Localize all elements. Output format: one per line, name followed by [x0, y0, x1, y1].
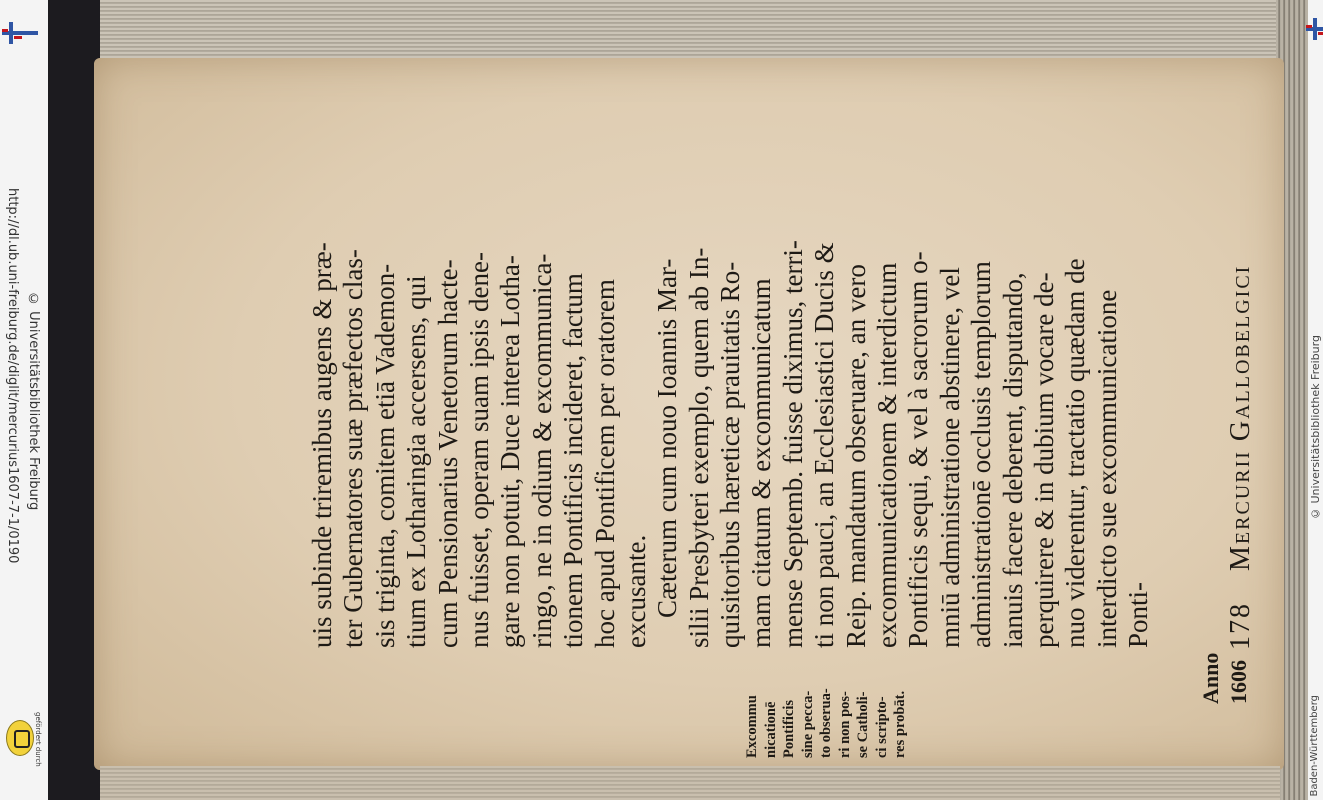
text-lines	[307, 178, 1155, 648]
left-info-strip	[0, 0, 49, 800]
text-line: perquirere & in dubium vocare de-	[1028, 272, 1059, 648]
side-note-line: res probāt.	[892, 690, 908, 758]
text-line: ti non pauci, an Ecclesiastici Ducis &	[809, 242, 840, 648]
text-line: silii Presbyteri exemplo, quem ab In-	[683, 247, 714, 648]
text-line: gare non potuit, Duce interea Lotha-	[495, 255, 526, 648]
text-line: hoc apud Pontificem per oratorem	[589, 279, 620, 648]
right-watermark: © Universitätsbibliothek Freiburg	[1309, 335, 1322, 520]
book-top-edges	[100, 0, 1308, 66]
text-line: nus fuisset, operam suam ipsis dene-	[463, 252, 494, 648]
text-line: mense Septemb. fuisse diximus, terri-	[777, 240, 808, 648]
margin-year-line: Anno	[1198, 652, 1223, 704]
text-line: administrationē occlusis templorum	[966, 261, 997, 648]
text-line: Ponti-	[1123, 581, 1154, 648]
text-line: cum Pensionarius Venetorum hacte-	[432, 259, 463, 648]
page-number: 178	[1225, 602, 1256, 650]
side-note-line: ci scripto-	[873, 696, 890, 758]
text-line: Pontificis sequi, & vel à sacrorum o-	[903, 251, 934, 648]
page-text-block	[307, 188, 1267, 758]
running-title: Mercurii Gallobelgici	[1225, 264, 1256, 571]
text-line: sis triginta, comitem etiā Vademon-	[369, 263, 400, 648]
page-scan	[48, 0, 1308, 800]
text-line: tionem Pontificis incideret, factum	[558, 273, 589, 648]
side-note-line: se Catholi-	[855, 691, 871, 758]
side-note-line: Excommu	[744, 695, 760, 758]
margin-year	[1197, 652, 1253, 704]
text-line: Cæterum cum nouo Ioannis Mar-	[652, 258, 683, 618]
text-line: quisitoribus hæreticæ prauitatis Ro-	[715, 261, 746, 648]
text-line: Reip. mandatum obseruare, an vero	[840, 264, 871, 648]
text-line: uis subinde triremibus augens & præ-	[307, 242, 337, 648]
sponsor-label: gefördert durch	[34, 712, 42, 767]
side-note	[743, 658, 910, 758]
right-bottom-label: Baden-Württemberg	[1309, 695, 1320, 797]
text-line: ter Gubernatores suæ præfectos clas-	[338, 249, 369, 648]
side-note-line: ri non pos-	[836, 691, 853, 758]
text-line: excommunicationem & interdictum	[872, 262, 903, 648]
side-note-line: Pontificis	[781, 700, 797, 758]
text-line: interdicto sue excommunicatione	[1091, 289, 1122, 648]
side-note-line: nicationē	[762, 701, 779, 758]
text-line: ringo, ne in odium & excommunica-	[526, 253, 557, 648]
side-note-line: to obseruа-	[818, 688, 834, 758]
text-line: nuo viderentur, tractatio quædam de	[1060, 258, 1091, 648]
text-line: ianuis facere deberent, disputando,	[997, 272, 1028, 648]
copyright-notice: © Universitätsbibliothek Freiburg	[26, 292, 41, 511]
permalink-url[interactable]: http://dl.ub.uni-freiburg.de/diglit/mercurius1607-7-1/0190	[5, 188, 20, 564]
sponsor-logo-icon	[6, 720, 34, 756]
side-note-line: sine pecca-	[799, 690, 816, 758]
text-line: excusante.	[620, 534, 651, 648]
text-line: mniū administratione abstinere, vel	[934, 267, 965, 648]
book-bottom-edges	[100, 766, 1280, 800]
library-flag-icon	[2, 22, 38, 44]
running-head	[1225, 130, 1265, 650]
text-line: mam citatum & excommunicatum	[746, 278, 777, 648]
margin-year-line: 1606	[1226, 660, 1251, 704]
text-line: tium ex Lotharingia accersens, qui	[401, 275, 432, 648]
